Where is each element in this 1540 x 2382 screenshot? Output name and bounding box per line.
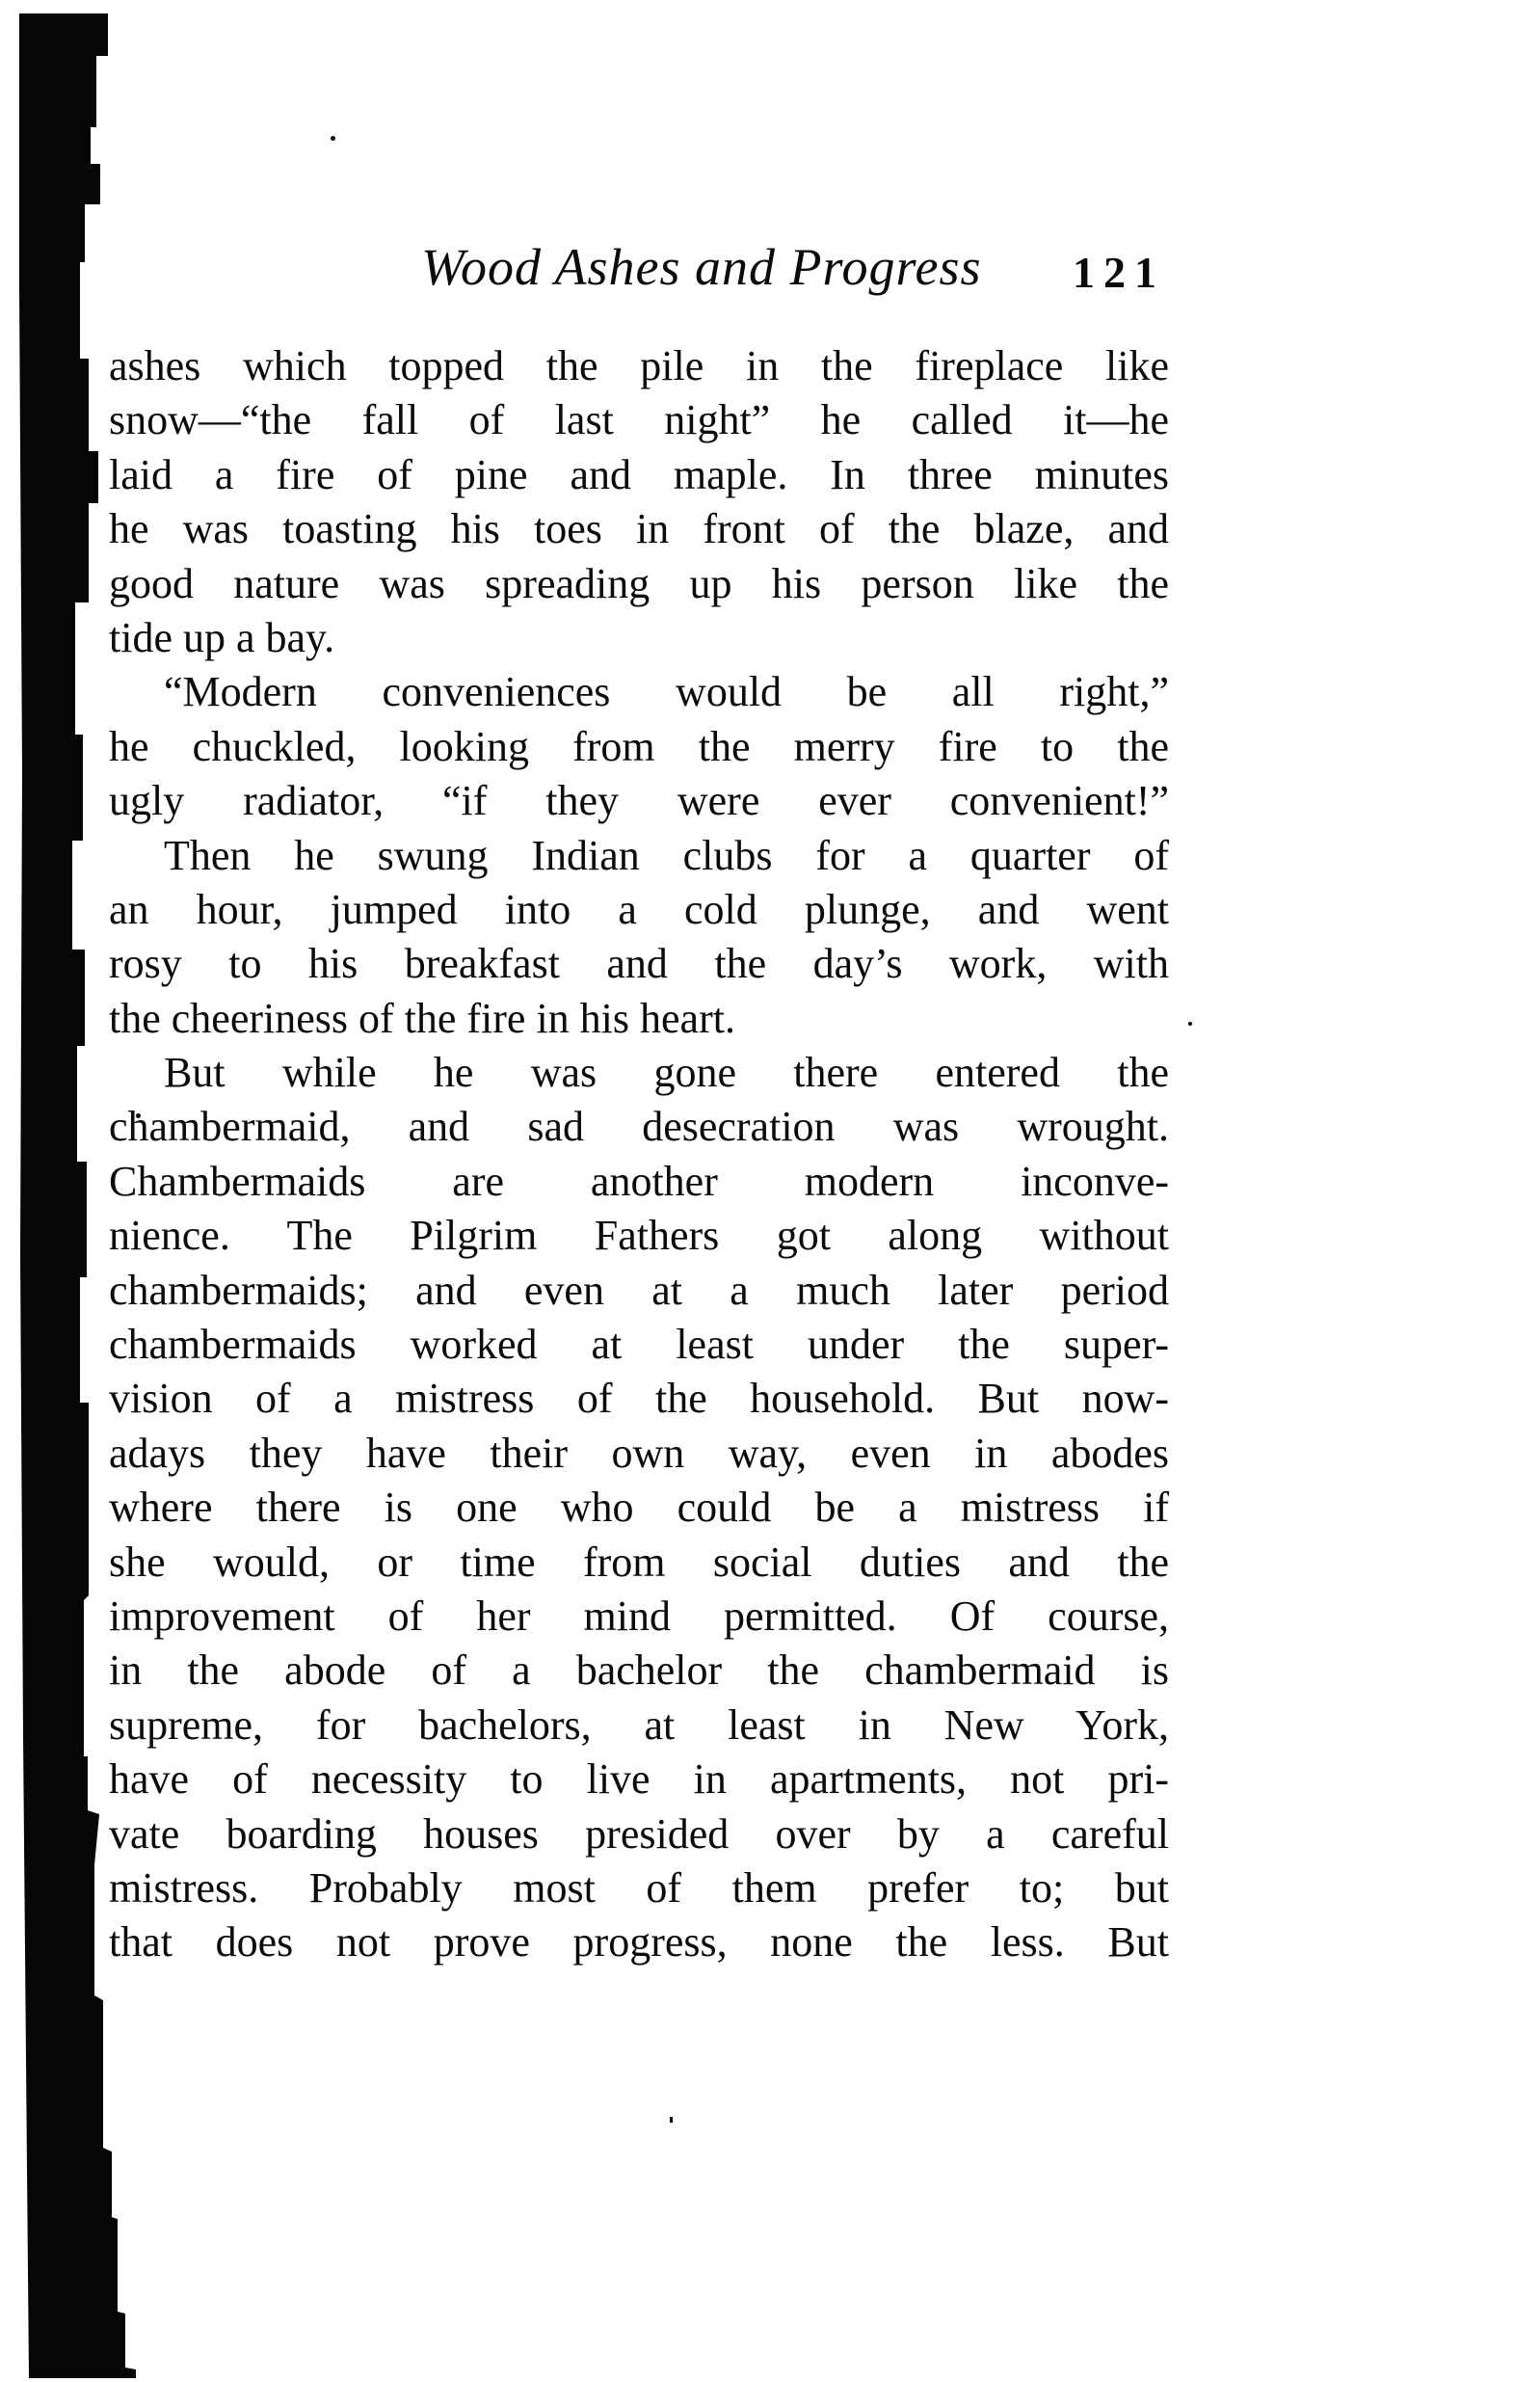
paragraph [109, 829, 1169, 1047]
text-line: But while he was gone there entered the [164, 1049, 1169, 1097]
text-line: ugly radiator, “if they were ever convenient!” [109, 777, 1169, 825]
scan-speck [1188, 1022, 1192, 1026]
text-line: rosy to his breakfast and the day’s work, with [109, 940, 1169, 988]
text-line: nience. The Pilgrim Fathers got along without [109, 1212, 1169, 1260]
text-line: vision of a mistress of the household. But now- [109, 1375, 1169, 1423]
text-line: mistress. Probably most of them prefer to; but [109, 1863, 1169, 1912]
text-line: chambermaids; and even at a much later period [109, 1266, 1169, 1314]
text-line: good nature was spreading up his person like the [109, 559, 1169, 607]
text-line: improvement of her mind permitted. Of course, [109, 1592, 1169, 1640]
text-line: vate boarding houses presided over by a careful [109, 1809, 1169, 1858]
scan-speck [331, 136, 335, 141]
text-line: chambermaids worked at least under the super- [109, 1321, 1169, 1369]
text-line: “Modern conveniences would be all right,” [164, 668, 1169, 716]
paragraph [109, 1046, 1169, 1970]
page-number: 121 [1073, 248, 1165, 297]
paragraph [109, 339, 1169, 665]
scan-speck [670, 2117, 673, 2123]
text-line: adays they have their own way, even in abodes [109, 1429, 1169, 1477]
text-line: Then he swung Indian clubs for a quarter of [164, 831, 1169, 879]
text-line: have of necessity to live in apartments, not pri- [109, 1755, 1169, 1804]
text-line: an hour, jumped into a cold plunge, and went [109, 885, 1169, 933]
text-line: chambermaid, and sad desecration was wrought. [109, 1103, 1169, 1151]
text-line: he chuckled, looking from the merry fire to the [109, 722, 1169, 770]
text-line: in the abode of a bachelor the chambermaid is [109, 1646, 1169, 1695]
text-line: Chambermaids are another modern inconve- [109, 1157, 1169, 1205]
text-line: supreme, for bachelors, at least in New York, [109, 1700, 1169, 1749]
body-text [109, 339, 1169, 1970]
text-line: tide up a bay. [109, 613, 335, 661]
text-line: the cheeriness of the fire in his heart. [109, 994, 735, 1042]
text-line: ashes which topped the pile in the fireplace like [109, 342, 1169, 389]
paragraph [109, 665, 1169, 828]
text-line: he was toasting his toes in front of the blaze, and [109, 505, 1169, 553]
text-line: where there is one who could be a mistress if [109, 1484, 1169, 1532]
text-line: snow—“the fall of last night” he called it—he [109, 396, 1169, 444]
text-line: that does not prove progress, none the less. But [109, 1918, 1169, 1967]
text-line: she would, or time from social duties and the [109, 1538, 1169, 1586]
running-head-title: Wood Ashes and Progress [421, 238, 982, 296]
text-line: laid a fire of pine and maple. In three minutes [109, 450, 1169, 498]
